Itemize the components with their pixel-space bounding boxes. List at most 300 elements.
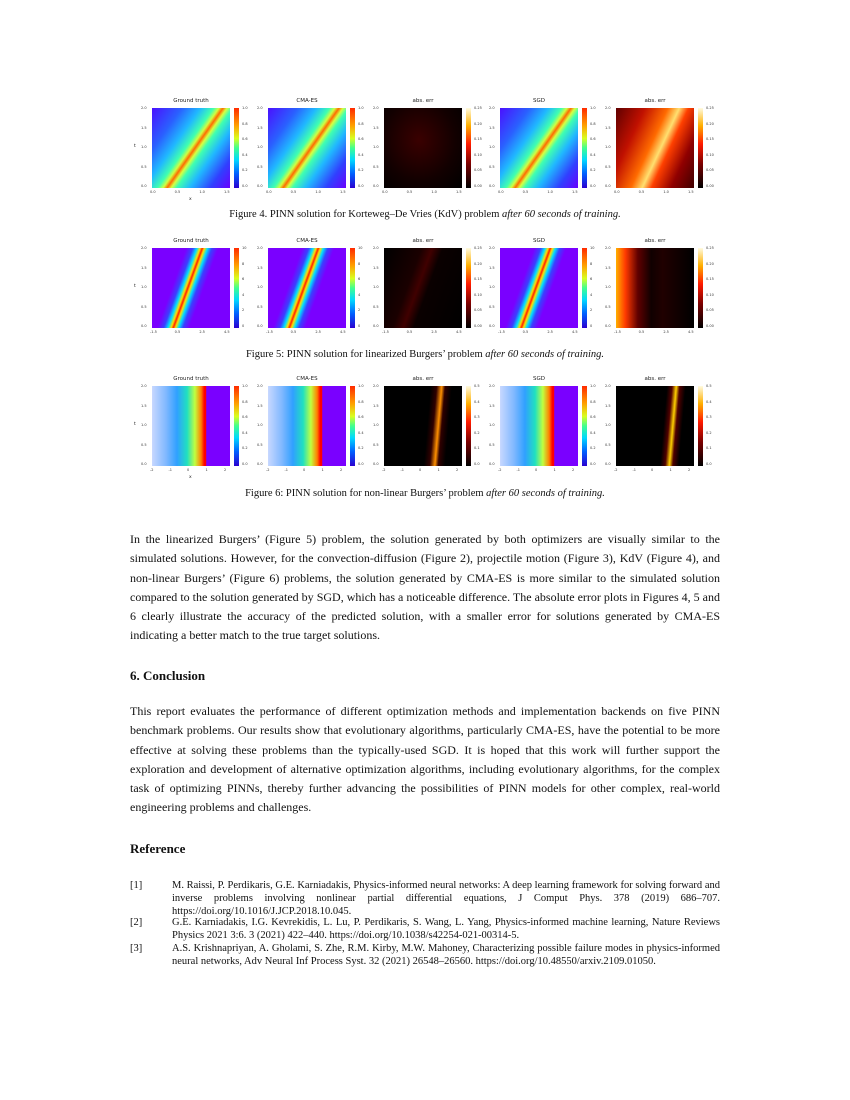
colorbar-tick: 0 [242,323,245,328]
y-tick-label: 1.0 [141,145,147,149]
y-tick-label: 2.0 [257,384,263,388]
x-tick-label: -2 [614,468,618,472]
y-tick-label: 0.5 [257,304,263,309]
y-tick-label: 0.5 [373,304,379,309]
colorbar-tick: 0 [590,323,593,328]
colorbar-tick: 0.10 [706,152,714,157]
colorbar-tick: 0.4 [358,430,364,435]
y-tick-label: 1.5 [605,403,611,408]
y-tick-label: 1.0 [373,145,379,149]
plot-panel [604,376,720,491]
y-tick-label: 0.0 [257,462,263,466]
y-tick-label: 0.0 [489,462,495,466]
x-tick-label: 4.5 [572,330,578,334]
colorbar-tick: 0.05 [474,168,482,172]
colorbar-tick: 0.0 [358,461,364,466]
reference-number: [3] [130,943,143,954]
y-tick-label: 2.0 [489,384,495,388]
panel-title: CMA-ES [296,238,318,244]
y-tick-label: 1.0 [373,285,379,289]
x-tick-label: 2.5 [199,330,205,334]
y-tick-label: 0.0 [373,324,379,328]
colorbar-tick: 8 [242,261,245,266]
y-tick-label: 1.0 [373,423,379,427]
colorbar-tick: 6 [590,277,593,281]
colorbar-tick: 0.1 [474,446,480,450]
colorbar-tick: 4 [358,292,361,297]
y-tick-label: 0.5 [373,442,379,447]
panel-title: Ground truth [173,238,209,244]
y-tick-label: 0.0 [605,184,611,188]
y-axis-label: t [134,284,136,289]
colorbar-tick: 0 [358,323,361,328]
colorbar-tick: 0.2 [242,168,248,172]
plot-panel [604,238,720,353]
figure-5-caption-italic: after 60 seconds of training. [485,349,605,360]
y-tick-label: 1.5 [141,265,147,270]
panel-title: Ground truth [173,376,209,382]
y-tick-label: 1.0 [605,145,611,149]
reference-number: [1] [130,880,143,891]
x-tick-label: 0.5 [406,190,413,194]
plot-panel [134,376,256,491]
y-tick-label: 1.5 [257,403,263,408]
y-tick-label: 0.5 [257,442,263,447]
plot-panel [604,98,720,213]
figure-6-caption [130,488,720,499]
y-tick-label: 0.5 [605,164,611,169]
y-tick-label: 2.0 [141,246,147,250]
colorbar-tick: 0.8 [358,121,364,126]
colorbar-tick: 8 [590,261,593,266]
colorbar-tick: 4 [242,292,245,297]
panel-title: CMA-ES [296,98,318,104]
solution-heatmap [152,386,230,466]
figure-5-caption-text: Figure 5: PINN solution for linearized Burgers’ problem [245,349,486,360]
x-tick-label: 4.5 [456,330,462,334]
colorbar-tick: 1.0 [242,384,248,388]
panel-title: abs. err [412,98,434,104]
x-tick-label: 2.5 [315,330,321,334]
figure-4-caption-text: Figure 4. PINN solution for Korteweg–De Vries (KdV) problem [229,209,502,220]
x-tick-label: 1.5 [572,190,578,194]
colorbar-tick: 0.6 [242,137,248,141]
y-tick-label: 0.0 [373,184,379,188]
y-tick-label: 2.0 [489,246,495,250]
colorbar [466,386,471,466]
solution-heatmap [152,248,230,328]
colorbar [466,108,471,188]
y-tick-label: 0.5 [373,164,379,169]
colorbar-tick: 0.05 [706,308,714,312]
error-heatmap [384,248,462,328]
reference-text: M. Raissi, P. Perdikaris, G.E. Karniadakis, Physics-informed neural networks: A deep learning framework for solving forward and inverse problems involving nonlinear partial differential equations, J Comput Phys. 378 (2019) 686–707. https://doi.org/10.1016/J.JCP.2018.10.045. [172,880,720,917]
panel-title: CMA-ES [296,376,318,382]
y-tick-label: 0.5 [257,164,263,169]
figure-5-caption [130,349,720,360]
y-tick-label: 0.0 [141,324,147,328]
colorbar-tick: 0.25 [474,246,482,250]
x-tick-label: -1 [516,468,520,472]
x-tick-label: 0 [303,468,306,472]
panel-title: abs. err [644,98,666,104]
x-tick-label: 1.5 [224,190,230,194]
figure-6-caption-italic: after 60 seconds of training. [486,488,605,499]
x-tick-label: 2 [340,468,343,472]
y-tick-label: 0.5 [489,164,495,169]
x-tick-label: 1 [553,468,556,472]
colorbar-tick: 0.0 [242,461,248,466]
plot-panel [134,98,256,213]
colorbar-tick: 0.0 [706,461,712,466]
x-tick-label: 0.5 [638,190,645,194]
x-tick-label: 1.0 [431,190,437,194]
x-tick-label: -1.5 [614,330,621,334]
colorbar-tick: 0.4 [474,399,480,404]
y-axis-label: t [134,144,136,149]
y-tick-label: 2.0 [373,384,379,388]
colorbar-tick: 4 [590,292,593,297]
y-tick-label: 0.0 [257,324,263,328]
y-tick-label: 2.0 [257,106,263,110]
reference-number: [2] [130,917,143,928]
x-tick-label: -2 [498,468,502,472]
y-tick-label: 1.5 [141,125,147,130]
x-tick-label: 0.5 [638,330,645,334]
colorbar-tick: 0.4 [590,430,596,435]
colorbar-tick: 0.2 [242,446,248,450]
y-tick-label: 1.5 [605,265,611,270]
error-heatmap [616,248,694,328]
x-tick-label: 0.5 [174,330,181,334]
x-tick-label: -1 [400,468,404,472]
x-tick-label: 2.5 [547,330,553,334]
colorbar-tick: 0.2 [358,168,364,172]
y-tick-label: 2.0 [141,106,147,110]
y-tick-label: 1.5 [373,125,379,130]
colorbar [234,386,239,466]
x-tick-label: 0.5 [290,190,297,194]
x-tick-label: 1 [205,468,208,472]
y-tick-label: 2.0 [605,246,611,250]
x-tick-label: 2 [688,468,691,472]
error-heatmap [616,386,694,466]
y-tick-label: 2.0 [373,246,379,250]
x-tick-label: 4.5 [688,330,694,334]
colorbar-tick: 0.10 [706,292,714,297]
y-tick-label: 0.5 [605,304,611,309]
y-tick-label: 0.5 [141,304,147,309]
colorbar-tick: 0.05 [706,168,714,172]
y-tick-label: 1.0 [489,285,495,289]
x-tick-label: 2.5 [431,330,437,334]
x-tick-label: 4.5 [224,330,230,334]
colorbar [350,108,355,188]
y-tick-label: 0.0 [373,462,379,466]
colorbar [698,386,703,466]
y-tick-label: 2.0 [373,106,379,110]
colorbar-tick: 0.8 [242,121,248,126]
y-tick-label: 2.0 [489,106,495,110]
plot-panel [488,98,604,213]
y-tick-label: 1.5 [489,125,495,130]
y-tick-label: 1.0 [141,423,147,427]
colorbar-tick: 10 [358,246,363,250]
x-tick-label: 0.5 [522,330,529,334]
y-tick-label: 1.0 [257,423,263,427]
colorbar-tick: 0.00 [706,323,714,328]
colorbar-tick: 0.2 [590,446,596,450]
x-tick-label: -1.5 [382,330,389,334]
y-tick-label: 0.0 [257,184,263,188]
x-tick-label: 0 [651,468,654,472]
plot-panel [256,238,372,353]
colorbar-tick: 0.1 [706,446,712,450]
x-tick-label: 1 [669,468,672,472]
x-tick-label: 0.0 [382,190,388,194]
x-tick-label: 1.5 [456,190,462,194]
figure-6-caption-text: Figure 6: PINN solution for non-linear Burgers’ problem [245,488,487,499]
y-tick-label: 1.0 [141,285,147,289]
colorbar-tick: 0.0 [358,183,364,188]
solution-heatmap [500,248,578,328]
solution-heatmap [500,386,578,466]
colorbar-tick: 0.2 [706,430,712,435]
colorbar-tick: 0.10 [474,292,482,297]
colorbar-tick: 1.0 [590,384,596,388]
reference-text: G.E. Karniadakis, I.G. Kevrekidis, L. Lu, P. Perdikaris, S. Wang, L. Yang, Physics-informed machine learning, Nature Reviews Physics 2021 3:6. 3 (2021) 422–440. https://doi.org/10.1038/s42254-021-00314-5. [172,917,720,941]
panel-title: SGD [533,376,545,382]
x-tick-label: -2 [382,468,386,472]
x-tick-label: 0.0 [498,190,504,194]
y-tick-label: 2.0 [605,384,611,388]
colorbar-tick: 0.20 [706,121,714,126]
reference-heading: Reference [130,841,186,856]
colorbar-tick: 0.6 [590,415,596,419]
x-tick-label: 1.0 [663,190,669,194]
y-tick-label: 1.5 [605,125,611,130]
x-tick-label: 0 [419,468,422,472]
x-tick-label: 0 [187,468,190,472]
colorbar-tick: 0.00 [706,183,714,188]
x-tick-label: 1.5 [688,190,694,194]
colorbar-tick: 0.4 [706,399,712,404]
section-heading-conclusion: 6. Conclusion [130,668,206,683]
y-tick-label: 1.5 [489,265,495,270]
colorbar-tick: 0.6 [358,415,364,419]
x-tick-label: 0 [535,468,538,472]
y-tick-label: 2.0 [141,384,147,388]
y-tick-label: 2.0 [605,106,611,110]
y-tick-label: 0.5 [141,164,147,169]
colorbar-tick: 8 [358,261,361,266]
figure-5-panels [134,238,720,353]
colorbar-tick: 10 [242,246,247,250]
plot-panel [134,238,256,353]
colorbar [698,108,703,188]
y-tick-label: 1.5 [489,403,495,408]
y-tick-label: 1.0 [257,285,263,289]
x-tick-label: 1 [437,468,440,472]
colorbar-tick: 0.25 [706,106,714,110]
colorbar-tick: 6 [358,277,361,281]
figure-4-caption [130,209,720,220]
y-tick-label: 1.5 [257,265,263,270]
colorbar-tick: 2 [590,308,593,312]
colorbar-tick: 0.4 [590,152,596,157]
x-tick-label: -1 [168,468,172,472]
colorbar-tick: 1.0 [242,106,248,110]
colorbar-tick: 10 [590,246,595,250]
x-tick-label: 1.0 [315,190,321,194]
colorbar-tick: 0.20 [474,261,482,266]
colorbar-tick: 0.6 [358,137,364,141]
colorbar-tick: 0.2 [358,446,364,450]
plot-panel [488,238,604,353]
colorbar-tick: 0.8 [358,399,364,404]
colorbar-tick: 2 [358,308,361,312]
reference-text: A.S. Krishnapriyan, A. Gholami, S. Zhe, R.M. Kirby, M.W. Mahoney, Characterizing possible failure modes in physics-informed neural networks, Adv Neural Inf Process Syst. 32 (2021) 26548–26560. https://doi.org/10.48550/arxiv.2109.01050. [172,943,720,967]
colorbar [582,108,587,188]
plot-panel [372,376,488,491]
colorbar [234,108,239,188]
y-tick-label: 1.5 [373,265,379,270]
plot-panel [488,376,604,491]
panel-title: SGD [533,238,545,244]
colorbar-tick: 0.00 [474,323,482,328]
x-tick-label: 1.5 [340,190,346,194]
x-tick-label: -2 [266,468,270,472]
plot-panel [256,376,372,491]
colorbar-tick: 0.25 [474,106,482,110]
panel-title: abs. err [644,376,666,382]
y-tick-label: 2.0 [257,246,263,250]
panel-title: abs. err [644,238,666,244]
y-tick-label: 1.5 [373,403,379,408]
colorbar [234,248,239,328]
x-tick-label: 2 [224,468,227,472]
panel-title: SGD [533,98,545,104]
y-tick-label: 0.0 [141,184,147,188]
y-axis-label: t [134,422,136,427]
y-tick-label: 1.0 [489,423,495,427]
solution-heatmap [268,108,346,188]
y-tick-label: 0.0 [605,462,611,466]
colorbar [350,248,355,328]
panel-title: Ground truth [173,98,209,104]
colorbar-tick: 0.4 [358,152,364,157]
y-tick-label: 0.0 [489,184,495,188]
y-tick-label: 0.0 [489,324,495,328]
x-tick-label: 2.5 [663,330,669,334]
x-tick-label: -2 [150,468,154,472]
colorbar-tick: 0.3 [706,415,712,419]
x-axis-label: x [189,197,192,202]
error-heatmap [384,108,462,188]
colorbar-tick: 0.4 [242,152,248,157]
colorbar-tick: 1.0 [358,106,364,110]
y-tick-label: 1.0 [489,145,495,149]
colorbar-tick: 0.15 [474,277,482,281]
x-tick-label: 0.0 [150,190,156,194]
colorbar-tick: 0.5 [474,384,480,388]
x-tick-label: 1 [321,468,324,472]
x-tick-label: 2 [572,468,575,472]
results-paragraph: In the linearized Burgers’ (Figure 5) problem, the solution generated by both optimizers are visually similar to the simulated solutions. However, for the convection-diffusion (Figure 2), projectile motion (Figure 3), KdV (Figure 4), and non-linear Burgers’ (Figure 6) problems, the solution generated by CMA-ES is more similar to the simulated solution compared to the solution generated by SGD, which has a noticeable difference. The absolute error plots in Figures 4, 5 and 6 clearly illustrate the accuracy of the predicted solution, with a smaller error for solutions generated by CMA-ES indicating a better match to the true target solutions. [130,532,720,643]
x-tick-label: 4.5 [340,330,346,334]
colorbar-tick: 0.3 [474,415,480,419]
x-tick-label: 2 [456,468,459,472]
colorbar-tick: 0.2 [474,430,480,435]
colorbar-tick: 0.0 [474,461,480,466]
x-tick-label: 1.0 [199,190,205,194]
colorbar-tick: 0.15 [474,137,482,141]
solution-heatmap [268,248,346,328]
x-tick-label: 0.5 [406,330,413,334]
y-tick-label: 1.5 [141,403,147,408]
colorbar-tick: 0.20 [706,261,714,266]
error-heatmap [616,108,694,188]
colorbar-tick: 0.0 [590,183,596,188]
colorbar-tick: 0.8 [590,399,596,404]
x-axis-label: x [189,475,192,480]
x-tick-label: 0.5 [174,190,181,194]
plot-panel [256,98,372,213]
x-tick-label: 0.0 [266,190,272,194]
colorbar-tick: 0.25 [706,246,714,250]
colorbar-tick: 0.00 [474,183,482,188]
x-tick-label: -1 [284,468,288,472]
x-tick-label: -1.5 [150,330,157,334]
conclusion-paragraph: This report evaluates the performance of different optimization methods and implementation backends on five PINN benchmark problems. Our results show that evolutionary algorithms, particularly CMA-ES, have the potential to be more effective at solving these problems than the typically-used SGD. It is hoped that this work will further support the exploration and development of alternative optimization algorithms, including evolutionary algorithms, for the complex task of optimizing PINNs, thereby further advancing the possibilities of PINN models for other complex, real-world engineering problems and challenges. [130,704,720,815]
y-tick-label: 0.5 [489,304,495,309]
panel-title: abs. err [412,238,434,244]
y-tick-label: 0.5 [605,442,611,447]
colorbar-tick: 1.0 [590,106,596,110]
x-tick-label: -1.5 [498,330,505,334]
colorbar [350,386,355,466]
colorbar-tick: 0.15 [706,137,714,141]
figure-4-panels [134,98,720,213]
colorbar-tick: 2 [242,308,245,312]
y-tick-label: 0.5 [489,442,495,447]
colorbar-tick: 0.6 [590,137,596,141]
figure-6-panels [134,376,720,491]
solution-heatmap [152,108,230,188]
colorbar-tick: 0.6 [242,415,248,419]
y-tick-label: 1.5 [257,125,263,130]
colorbar-tick: 0.10 [474,152,482,157]
x-tick-label: 0.0 [614,190,620,194]
x-tick-label: -1 [632,468,636,472]
figure-4-caption-italic: after 60 seconds of training. [502,209,621,220]
colorbar-tick: 0.15 [706,277,714,281]
colorbar [582,386,587,466]
colorbar-tick: 0.8 [590,121,596,126]
solution-heatmap [500,108,578,188]
colorbar-tick: 1.0 [358,384,364,388]
colorbar-tick: 0.05 [474,308,482,312]
colorbar-tick: 0.4 [242,430,248,435]
colorbar-tick: 0.0 [242,183,248,188]
colorbar-tick: 0.5 [706,384,712,388]
y-tick-label: 1.0 [257,145,263,149]
colorbar [466,248,471,328]
panel-title: abs. err [412,376,434,382]
colorbar-tick: 0.2 [590,168,596,172]
colorbar-tick: 6 [242,277,245,281]
y-tick-label: 0.0 [605,324,611,328]
